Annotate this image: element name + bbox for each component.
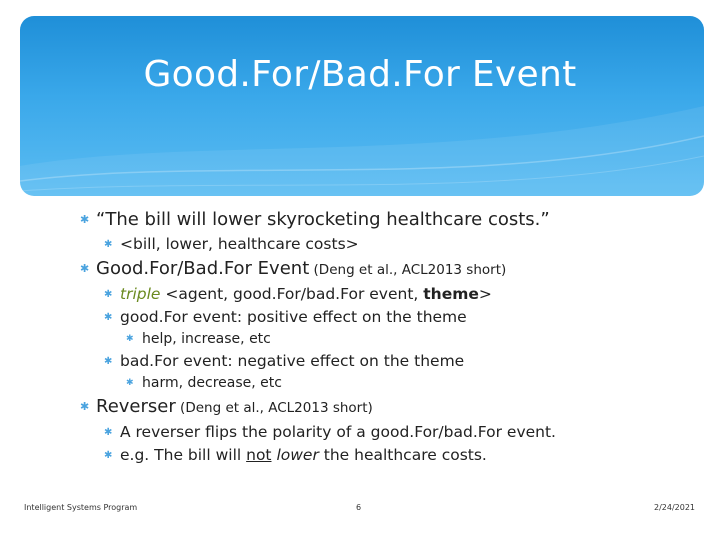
star-bullet-icon: ✱ — [126, 334, 134, 344]
bullet-text: A reverser flips the polarity of a good.For/bad.For event. — [120, 423, 556, 441]
bullet-main: Reverser — [96, 396, 176, 417]
triple-end: > — [478, 285, 492, 303]
footer-left: Intelligent Systems Program — [24, 503, 138, 512]
sub-bullet-reverser-example — [58, 444, 678, 467]
star-bullet-icon: ✱ — [126, 378, 134, 388]
citation: (Deng et al., ACL2013 short) — [309, 262, 507, 278]
footer-date: 2/24/2021 — [654, 503, 696, 512]
sub-bullet-triple — [58, 283, 678, 306]
star-bullet-icon: ✱ — [104, 289, 113, 300]
bullet-text: help, increase, etc — [142, 331, 271, 347]
banner-wave-decoration — [20, 16, 704, 196]
bullet-text: <bill, lower, healthcare costs> — [120, 235, 359, 253]
star-bullet-icon: ✱ — [104, 450, 113, 461]
citation: (Deng et al., ACL2013 short) — [175, 400, 373, 416]
sub-bullet-reverser-definition — [58, 421, 678, 444]
sub-bullet-badfor — [58, 350, 678, 373]
title-banner — [20, 16, 704, 196]
bullet-reverser — [58, 394, 678, 421]
sub-sub-bullet-goodfor-examples — [58, 329, 678, 350]
star-bullet-icon: ✱ — [104, 312, 113, 323]
sub-bullet-goodfor — [58, 306, 678, 329]
footer-page-number: 6 — [356, 503, 362, 512]
bullet-main: Good.For/Bad.For Event — [96, 258, 310, 279]
slide-title: Good.For/Bad.For Event — [143, 54, 577, 95]
example-underlined-word: not — [246, 446, 272, 464]
bullet-text: bad.For event: negative effect on the theme — [120, 352, 465, 370]
sub-sub-bullet-badfor-examples — [58, 373, 678, 394]
bullet-goodfor-badfor — [58, 256, 678, 283]
example-pre: e.g. The bill will — [120, 446, 247, 464]
bullet-text: good.For event: positive effect on the theme — [120, 308, 467, 326]
star-bullet-icon: ✱ — [80, 262, 90, 275]
bullet-text: harm, decrease, etc — [142, 375, 282, 391]
bullet-text: “The bill will lower skyrocketing healthcare costs.” — [96, 209, 550, 230]
triple-body: <agent, good.For/bad.For event, — [160, 285, 424, 303]
bullet-quote — [58, 207, 678, 233]
example-italic-word: lower — [271, 446, 319, 464]
star-bullet-icon: ✱ — [80, 213, 90, 226]
triple-keyword: triple — [120, 285, 161, 303]
theme-keyword: theme — [423, 285, 479, 303]
star-bullet-icon: ✱ — [104, 356, 113, 367]
sub-bullet-triple-example — [58, 233, 678, 256]
example-post: the healthcare costs. — [318, 446, 487, 464]
star-bullet-icon: ✱ — [104, 427, 113, 438]
star-bullet-icon: ✱ — [104, 239, 113, 250]
slide-body — [58, 207, 678, 467]
star-bullet-icon: ✱ — [80, 400, 90, 413]
